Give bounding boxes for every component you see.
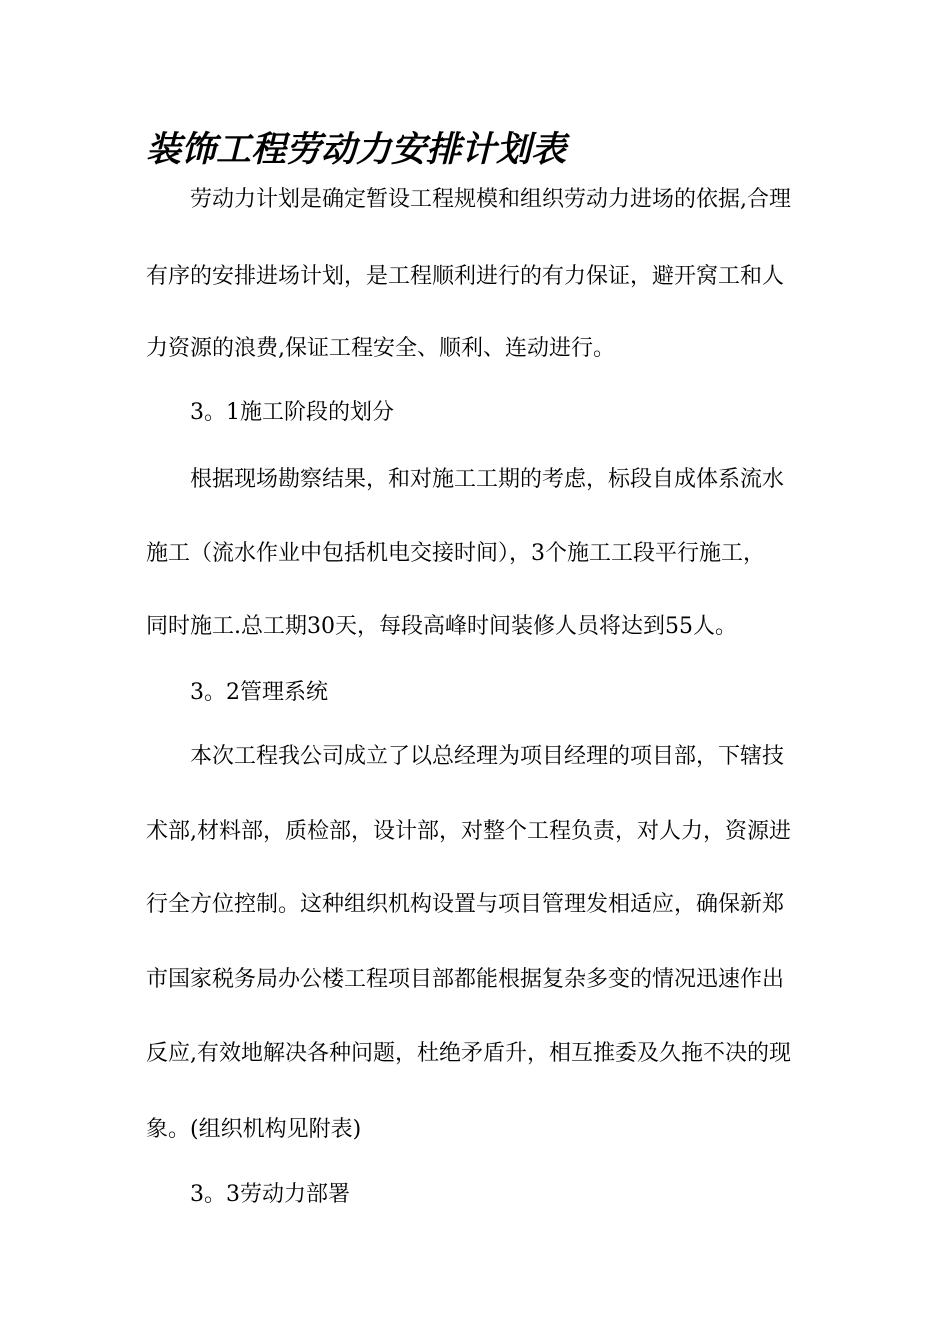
paragraph-line: 同时施工.总工期30天，每段高峰时间装修人员将达到55人。 [146,614,737,639]
paragraph-line: 市国家税务局办公楼工程项目部都能根据复杂多变的情况迅速作出 [146,967,785,992]
paragraph-line: 有序的安排进场计划，是工程顺利进行的有力保证，避开窝工和人 [146,264,785,289]
page-title: 装饰工程劳动力安排计划表 [146,129,567,170]
paragraph-line: 劳动力计划是确定暂设工程规模和组织劳动力进场的依据,合理 [190,187,791,212]
paragraph-line: 术部,材料部，质检部，设计部，对整个工程负责，对人力，资源进 [146,819,791,844]
section-heading: 3。2管理系统 [190,680,328,705]
paragraph-line: 反应,有效地解决各种问题，杜绝矛盾升，相互推委及久拖不决的现 [146,1041,791,1066]
paragraph-line: 施工（流水作业中包括机电交接时间），3个施工工段平行施工， [146,541,765,566]
paragraph-line: 力资源的浪费,保证工程安全、顺利、连动进行。 [146,336,615,361]
paragraph-line: 本次工程我公司成立了以总经理为项目经理的项目部，下辖技 [190,744,785,769]
paragraph-line: 行全方位控制。这种组织机构设置与项目管理发相适应，确保新郑 [146,892,785,917]
paragraph-line: 象。(组织机构见附表) [146,1117,362,1142]
section-heading: 3。3劳动力部署 [190,1182,350,1207]
section-heading: 3。1施工阶段的划分 [190,400,394,425]
paragraph-line: 根据现场勘察结果，和对施工工期的考虑，标段自成体系流水 [190,467,785,492]
